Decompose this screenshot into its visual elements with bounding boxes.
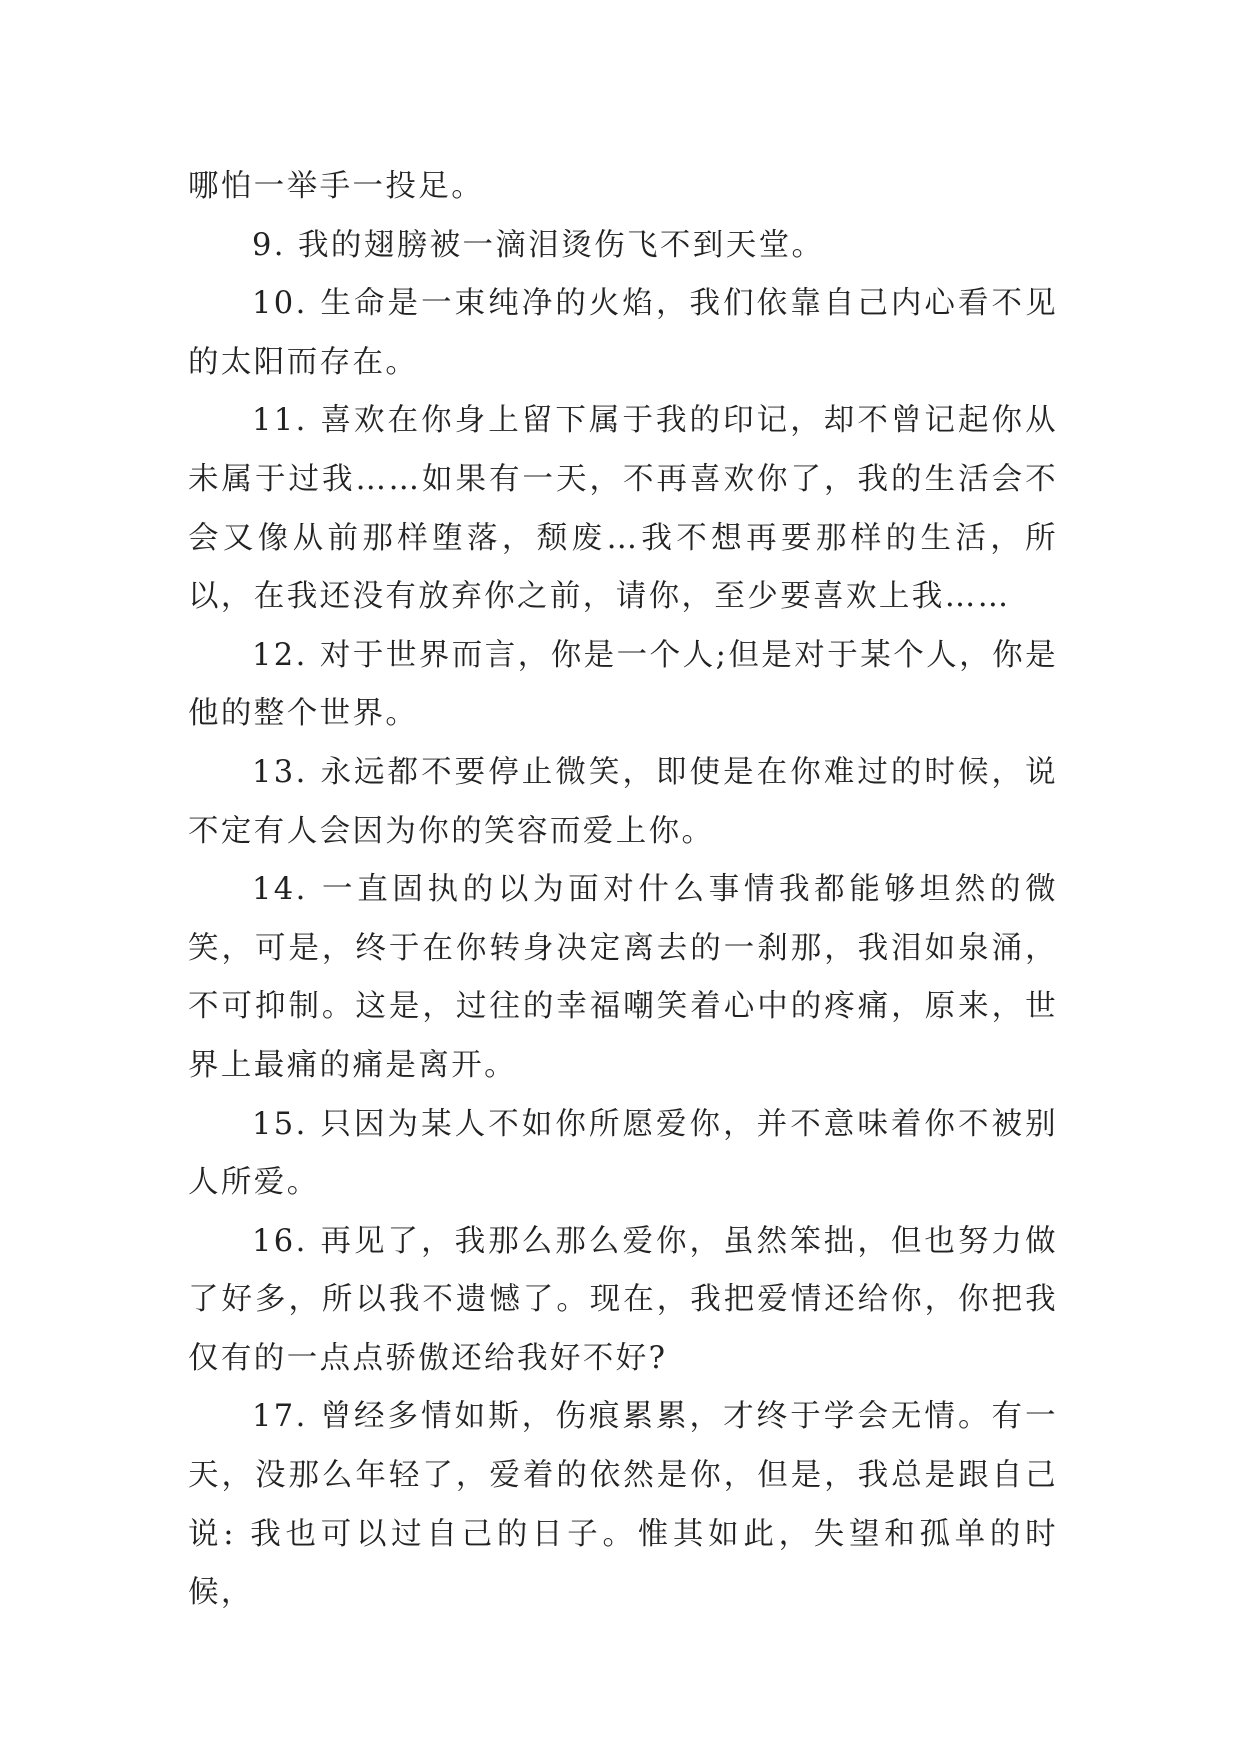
paragraph-item-15: 15. 只因为某人不如你所愿爱你，并不意味着你不被别人所爱。 bbox=[188, 1106, 1058, 1201]
paragraph-item-11: 11. 喜欢在你身上留下属于我的印记，却不曾记起你从未属于过我……如果有一天，不再喜欢你了，我的生活会不会又像从前那样堕落，颓废…我不想再要那样的生活，所以，在我还没有放弃你之前，请你，至少要喜欢上我…… bbox=[188, 403, 1058, 615]
document-body bbox=[188, 158, 1058, 1623]
paragraph-item-9: 9. 我的翅膀被一滴泪烫伤飞不到天堂。 bbox=[252, 227, 825, 263]
paragraph-item-17: 17. 曾经多情如斯，伤痕累累，才终于学会无情。有一天，没那么年轻了，爱着的依然是你，但是，我总是跟自己说: 我也可以过自己的日子。惟其如此，失望和孤单的时候， bbox=[188, 1399, 1058, 1611]
paragraph-item-16: 16. 再见了，我那么那么爱你，虽然笨拙，但也努力做了好多，所以我不遗憾了。现在，我把爱情还给你，你把我仅有的一点点骄傲还给我好不好? bbox=[188, 1223, 1058, 1376]
paragraph-item-13: 13. 永远都不要停止微笑，即使是在你难过的时候，说不定有人会因为你的笑容而爱上你。 bbox=[188, 754, 1058, 849]
paragraph-continuation: 哪怕一举手一投足。 bbox=[188, 169, 485, 204]
paragraph-item-12: 12. 对于世界而言，你是一个人;但是对于某个人，你是他的整个世界。 bbox=[188, 637, 1058, 732]
paragraph-item-10: 10. 生命是一束纯净的火焰，我们依靠自己内心看不见的太阳而存在。 bbox=[188, 286, 1058, 380]
paragraph-item-14: 14. 一直固执的以为面对什么事情我都能够坦然的微笑，可是，终于在你转身决定离去的一刹那，我泪如泉涌，不可抑制。这是，过往的幸福嘲笑着心中的疼痛，原来，世界上最痛的痛是离开。 bbox=[188, 872, 1058, 1083]
